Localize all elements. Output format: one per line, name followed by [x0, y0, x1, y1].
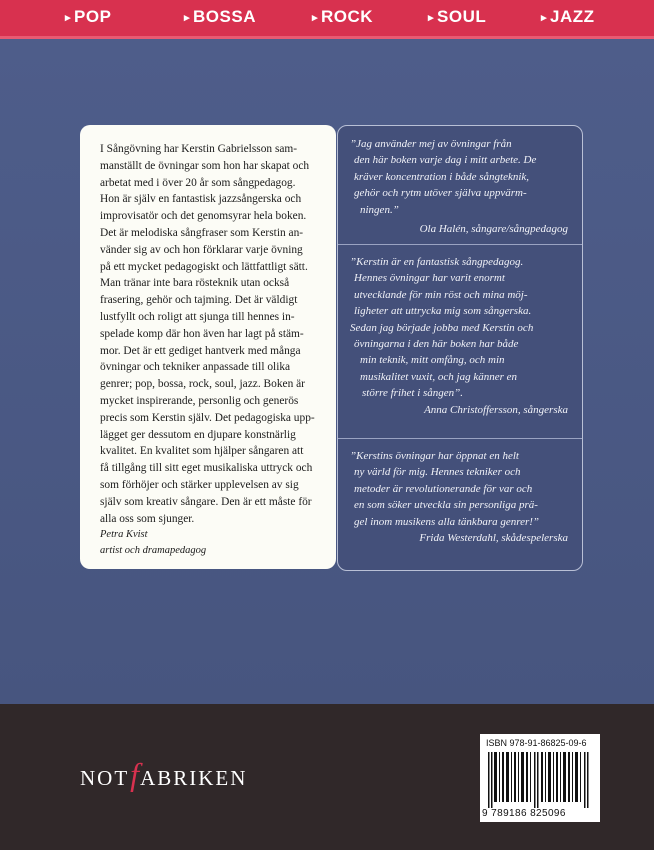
- description-line: arbetat med i över 20 år som sångpedagog.: [100, 176, 296, 189]
- quote-line: ”Kerstins övningar har öppnat en helt: [350, 450, 519, 462]
- genre-soul: ▸ SOUL: [428, 7, 487, 26]
- description-line: Det är melodiska sångfraser som Kerstin an-: [100, 226, 304, 239]
- description-line: Hon är själv en fantastisk jazzsångerska och: [100, 193, 302, 206]
- quote-line: metoder är revolutionerande för var och: [354, 482, 533, 495]
- quote-frida-westerdahl: [350, 448, 574, 546]
- description-line: mor. Det är ett gediget hantverk med många: [100, 344, 301, 357]
- quote-line: ”Kerstin är en fantastisk sångpedagog.: [350, 256, 524, 268]
- genre-jazz: ▸ JAZZ: [541, 7, 595, 26]
- quote-author: Anna Christoffersson, sångerska: [424, 403, 568, 416]
- description-line: Man tränar inte bara rösteknik utan också: [100, 277, 290, 290]
- quotes-panel: [337, 125, 583, 571]
- quote-anna-christoffersson: [350, 254, 574, 418]
- description-line: övningar och tekniker anpassade till olika: [100, 361, 291, 374]
- description-line: precis som Kerstin själv. Det pedagogiska upp-: [100, 411, 315, 424]
- description-line: lägget ger dessutom en djupare konstnärlig: [100, 428, 296, 441]
- description-line: som förhöjer och stärker upplevelsen av sig: [100, 478, 299, 491]
- barcode-number: 9 789186 825096: [482, 808, 566, 819]
- quote-line: övningarna i den här boken har både: [354, 338, 519, 351]
- quote-line: större frihet i sången”.: [362, 387, 464, 400]
- quote-line: ligheter att uttrycka mig som sångerska.: [354, 305, 532, 318]
- barcode-icon: [488, 752, 592, 808]
- description-line: mycket inspirerande, personlig och generös: [100, 394, 299, 407]
- quote-line: min teknik, mitt omfång, och min: [360, 354, 505, 367]
- quote-ola-halen: [350, 136, 574, 237]
- description-line: manställt de övningar som hon har skapat och: [100, 159, 310, 172]
- description-text: [100, 141, 332, 559]
- quote-line: en som söker utveckla sin personliga prä-: [354, 499, 538, 512]
- barcode-box: [480, 734, 600, 822]
- quote-line: utvecklande för min röst och mina möj-: [354, 288, 528, 301]
- description-line: själv som kreativ sångare. Den är ett måste för: [100, 495, 312, 508]
- signature-role: artist och dramapedagog: [100, 545, 207, 557]
- description-line: improvisatör och det genomsyrar hela boken.: [100, 210, 307, 223]
- quote-line: musikalitet vuxit, och jag känner en: [360, 370, 518, 383]
- description-line: på ett mycket pedagogiskt och lättfattligt sätt.: [100, 260, 308, 273]
- description-line: få tillgång till sitt eget musikaliska uttryck och: [100, 462, 313, 475]
- quote-line: ”Jag använder mej av övningar från: [350, 138, 512, 150]
- signature-name: Petra Kvist: [100, 529, 148, 541]
- quote-author: Frida Westerdahl, skådespelerska: [419, 532, 568, 545]
- description-line: alla oss som sjunger.: [100, 512, 195, 525]
- quote-divider: [338, 438, 582, 439]
- description-line: lustfyllt och roligt att sjunga till hennes in-: [100, 310, 295, 323]
- quote-line: ningen.”: [360, 203, 399, 216]
- description-panel: [80, 125, 336, 569]
- quote-line: ny värld för mig. Hennes tekniker och: [354, 466, 521, 479]
- quote-author: Ola Halén, sångare/sångpedagog: [419, 223, 568, 236]
- quote-divider: [338, 244, 582, 245]
- quote-line: kräver koncentration i både sångteknik,: [354, 170, 530, 183]
- genre-bossa: ▸ BOSSA: [184, 7, 256, 26]
- quote-line: gel inom musikens alla tänkbara genrer!”: [354, 515, 540, 528]
- description-line: spelade komp där hon även har lagt på stäm-: [100, 327, 304, 340]
- description-line: genrer; pop, bossa, rock, soul, jazz. Boken är: [100, 378, 305, 391]
- isbn-label: ISBN 978-91-86825-09-6: [486, 738, 587, 748]
- quote-line: den här boken varje dag i mitt arbete. De: [354, 154, 537, 167]
- quote-line: Hennes övningar har varit enormt: [354, 272, 505, 285]
- notfabriken-logo: NOT f ABRIKEN: [80, 756, 248, 792]
- description-line: vänder sig av och hon förklarar varje övning: [100, 243, 303, 256]
- genre-rock: ▸ ROCK: [312, 7, 374, 26]
- genre-bar: [0, 0, 654, 39]
- quote-line: Sedan jag började jobba med Kerstin och: [350, 321, 534, 334]
- genre-pop: ▸ POP: [65, 7, 112, 26]
- quote-line: gehör och rytm utöver själva uppvärm-: [354, 187, 527, 200]
- description-line: frasering, gehör och tajming. Det är väldigt: [100, 294, 298, 307]
- description-line: I Sångövning har Kerstin Gabrielsson sam-: [100, 143, 298, 155]
- description-line: kvalitet. En kvalitet som hjälper sångaren att: [100, 445, 304, 458]
